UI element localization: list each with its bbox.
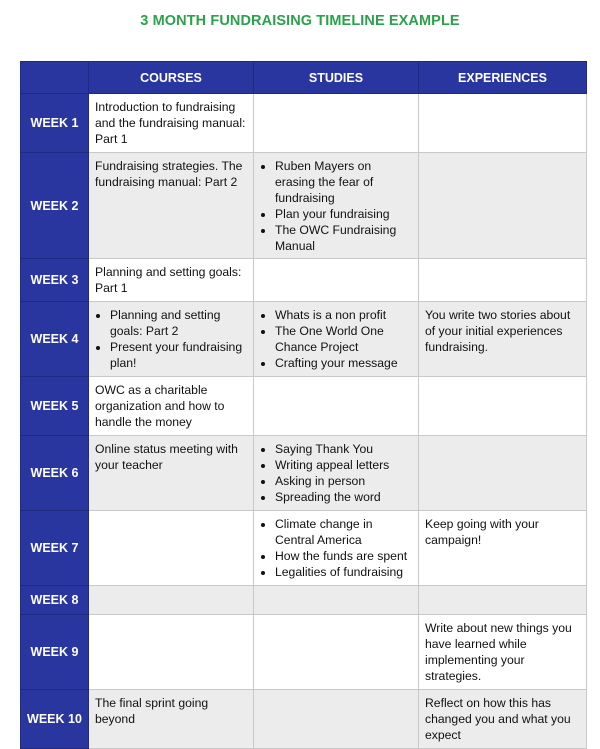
corner-cell [21,62,89,94]
table-row [21,615,587,690]
week-label: WEEK 9 [21,615,89,690]
table-body [21,94,587,749]
header-studies: STUDIES [254,62,419,94]
courses-cell [89,377,254,436]
week-label: WEEK 7 [21,511,89,586]
cell-text: Introduction to fundraising and the fundraising manual: Part 1 [95,100,246,146]
cell-text: Online status meeting with your teacher [95,442,238,472]
table-row [21,436,587,511]
bullet-item: • Plan your fundraising [275,206,412,222]
studies-cell [254,153,419,259]
header-experiences: EXPERIENCES [419,62,587,94]
cell-text: You write two stories about of your initial experiences fundraising. [425,308,571,354]
bullet-item: • Present your fundraising plan! [110,339,247,371]
bullet-item: • The One World One Chance Project [275,323,412,355]
cell-text: OWC as a charitable organization and how to handle the money [95,383,225,429]
studies-cell [254,615,419,690]
bullet-list [95,307,247,371]
studies-cell [254,586,419,615]
bullet-item: • Spreading the word [275,489,412,505]
table-row [21,511,587,586]
bullet-list [260,516,412,580]
courses-cell [89,153,254,259]
experiences-cell [419,302,587,377]
header-courses: COURSES [89,62,254,94]
studies-cell [254,302,419,377]
table-row [21,94,587,153]
courses-cell [89,94,254,153]
table-row [21,302,587,377]
table-row [21,377,587,436]
bullet-item: • Asking in person [275,473,412,489]
courses-cell [89,511,254,586]
bullet-item: • Planning and setting goals: Part 2 [110,307,247,339]
experiences-cell [419,259,587,302]
table-row [21,690,587,749]
bullet-item: • Legalities of fundraising [275,564,412,580]
experiences-cell [419,94,587,153]
experiences-cell [419,436,587,511]
bullet-item: • Crafting your message [275,355,412,371]
bullet-item: • Ruben Mayers on erasing the fear of fundraising [275,158,412,206]
bullet-item: • The OWC Fundraising Manual [275,222,412,254]
cell-text: Write about new things you have learned while implementing your strategies. [425,621,572,683]
bullet-item: • Saying Thank You [275,441,412,457]
studies-cell [254,377,419,436]
studies-cell [254,436,419,511]
studies-cell [254,259,419,302]
experiences-cell [419,511,587,586]
bullet-item: • How the funds are spent [275,548,412,564]
timeline-table [20,61,587,749]
experiences-cell [419,586,587,615]
week-label: WEEK 8 [21,586,89,615]
cell-text: Keep going with your campaign! [425,517,539,547]
bullet-item: • Whats is a non profit [275,307,412,323]
bullet-list [260,307,412,371]
week-label: WEEK 5 [21,377,89,436]
cell-text: Reflect on how this has changed you and what you expect [425,696,571,742]
table-row [21,259,587,302]
week-label: WEEK 1 [21,94,89,153]
week-label: WEEK 6 [21,436,89,511]
document-title: 3 MONTH FUNDRAISING TIMELINE EXAMPLE [140,13,460,29]
bullet-item: • Climate change in Central America [275,516,412,548]
cell-text: Fundraising strategies. The fundraising manual: Part 2 [95,159,243,189]
studies-cell [254,511,419,586]
bullet-list [260,158,412,254]
courses-cell [89,586,254,615]
cell-text: Planning and setting goals: Part 1 [95,265,242,295]
week-label: WEEK 2 [21,153,89,259]
courses-cell [89,690,254,749]
table-row [21,586,587,615]
experiences-cell [419,615,587,690]
week-label: WEEK 10 [21,690,89,749]
table-row [21,153,587,259]
bullet-list [260,441,412,505]
studies-cell [254,94,419,153]
experiences-cell [419,377,587,436]
bullet-item: • Writing appeal letters [275,457,412,473]
week-label: WEEK 3 [21,259,89,302]
courses-cell [89,259,254,302]
courses-cell [89,436,254,511]
week-label: WEEK 4 [21,302,89,377]
cell-text: The final sprint going beyond [95,696,209,726]
experiences-cell [419,690,587,749]
experiences-cell [419,153,587,259]
header-row [21,62,587,94]
courses-cell [89,302,254,377]
studies-cell [254,690,419,749]
courses-cell [89,615,254,690]
